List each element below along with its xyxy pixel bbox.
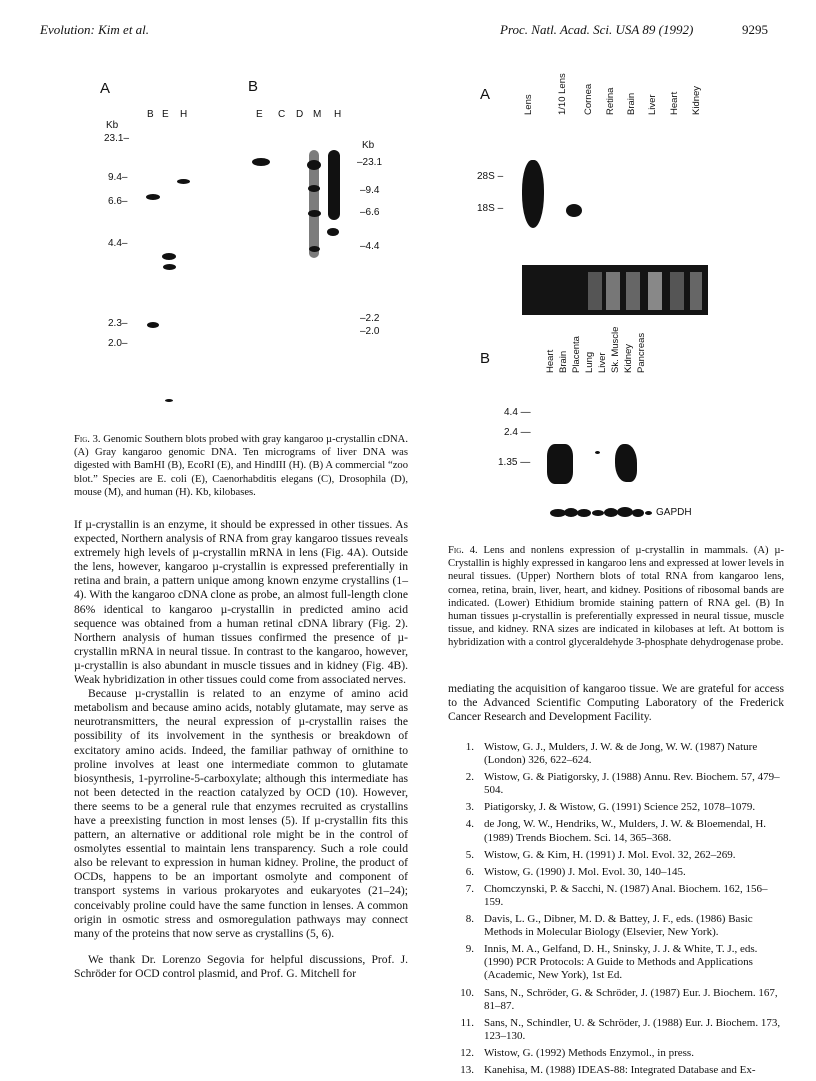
blot-band <box>564 508 578 517</box>
gel-lane <box>670 272 684 310</box>
fig4-28s-label: 28S – <box>477 171 504 182</box>
fig3-caption <box>74 433 408 499</box>
running-header-left: Evolution: Kim et al. <box>40 22 150 37</box>
reference-text: Sans, N., Schröder, G. & Schröder, J. (1987) Eur. J. Biochem. 167, 81–87. <box>484 986 778 1012</box>
fig3-lane-b-E: E <box>256 109 263 120</box>
reference-item <box>448 1017 784 1043</box>
reference-number: 6. <box>465 865 474 878</box>
reference-text: Piatigorsky, J. & Wistow, G. (1991) Science 252, 1078–1079. <box>484 801 756 814</box>
reference-number: 9. <box>465 943 474 956</box>
fig4-lane-b: Brain <box>558 350 569 373</box>
reference-number: 13. <box>460 1063 474 1076</box>
gel-lane <box>648 272 662 310</box>
fig3-lane-b-M: M <box>313 109 322 120</box>
fig3-lane-b-H: H <box>334 109 342 120</box>
blot-band <box>645 511 652 515</box>
fig4-caption-lead: Fig. 4. <box>448 545 478 556</box>
left-column-body <box>74 518 408 981</box>
fig3-marker-left: 2.3– <box>108 318 128 329</box>
blot-band <box>308 185 320 192</box>
gapdh-label: GAPDH <box>656 507 692 518</box>
blot-band <box>547 444 573 484</box>
fig3-caption-text: Genomic Southern blots probed with gray kangaroo µ-crystallin cDNA. (A) Gray kangaroo genomic DNA. Ten micrograms of liver DNA was digested with BamHI (B), EcoRI (E), and HindIII (H). (B) A commercial “zoo blot.” Species are E. coli (E), Caenorhabditis elegans (C), Drosophila (D), mouse (M), and human (H). Kb, kilobases. <box>74 434 408 498</box>
fig3-marker-left: 9.4– <box>108 172 128 183</box>
blot-band <box>177 179 190 184</box>
reference-text: Innis, M. A., Gelfand, D. H., Sninsky, J. J. & White, T. J., eds. (1990) PCR Protocols: A Guide to Methods and Applications (Academic, New York), 1st Ed. <box>484 943 758 982</box>
blot-band <box>617 507 633 517</box>
blot-band <box>632 509 644 517</box>
reference-number: 10. <box>460 986 474 999</box>
reference-text: Wistow, G. & Piatigorsky, J. (1988) Annu. Rev. Biochem. 57, 479–504. <box>484 771 780 797</box>
fig4-lane-a: Cornea <box>583 83 594 115</box>
reference-item <box>448 866 784 879</box>
fig3-marker-right: –6.6 <box>360 207 380 218</box>
reference-text: de Jong, W. W., Hendriks, W., Mulders, J. W. & Bloemendal, H. (1989) Trends Biochem. Sci. 14, 365–368. <box>484 818 767 844</box>
reference-number: 7. <box>465 882 474 895</box>
fig4-caption-text: Lens and nonlens expression of µ-crystallin in mammals. (A) µ-Crystallin is highly expressed in kangaroo lens and expressed at lower levels in neural tissues. (Upper) Northern blots of total RNA from kangaroo lens, cornea, retina, brain, liver, heart, and kidney. Positions of ribosomal bands are indicated. (Lower) Ethidium bromide staining pattern of RNA gel. (B) In human tissues µ-crystallin is preferentially expressed in neural tissue, muscle tissue, and kidney. RNA sizes are indicated in kilobases at left. At bottom is hybridization with a control glyceraldehyde 3-phosphate dehydrogenase probe. <box>448 545 784 649</box>
blot-band <box>522 160 544 228</box>
blot-band <box>252 158 270 166</box>
reference-number: 2. <box>465 771 474 784</box>
blot-band <box>146 194 160 200</box>
fig4-lane-a: Heart <box>669 91 680 115</box>
fig4-lane-b: Sk. Muscle <box>610 326 621 373</box>
reference-text: Davis, L. G., Dibner, M. D. & Battey, J. F., eds. (1986) Basic Methods in Molecular Biology (Elsevier, New York). <box>484 913 753 939</box>
fig4-lane-a: 1/10 Lens <box>557 73 568 115</box>
fig4-18s-label: 18S – <box>477 203 504 214</box>
fig3-marker-left: 23.1– <box>104 133 130 144</box>
fig4-lane-a: Kidney <box>691 85 702 115</box>
fig3-marker-left: 6.6– <box>108 196 128 207</box>
body-paragraph: If µ-crystallin is an enzyme, it should be expressed in other tissues. As expected, Northern analysis of RNA from gray kangaroo tissues reveals extremely high levels of µ-crystallin mRNA in lens (Fig. 4A). Outside the lens, however, kangaroo µ-crystallin is expressed preferentially in retina and brain, a pattern unique among known enzyme crystallins (1–4). With the kangaroo cDNA clone as probe, an almost full-length clone 86% identical to kangaroo µ-crystallin in predicted amino acid sequence was obtained from a human retinal cDNA library (Fig. 2). Northern analysis of human tissues confirmed the presence of µ-crystallin mRNA in neural tissue. In contrast to the kangaroo, however, µ-crystallin is also abundant in muscle tissues and in kidney (Fig. 4B). Weak hybridization in other tissues could come from associated nerves. <box>74 518 408 687</box>
reference-item <box>448 1047 784 1060</box>
fig3-marker-right: –9.4 <box>360 185 380 196</box>
fig3-lane-a-H: H <box>180 109 188 120</box>
acknowledgments-continued: mediating the acquisition of kangaroo tissue. We are grateful for access to the Advanced Scientific Computing Laboratory of the Frederick Cancer Research and Development Facility. <box>448 682 784 724</box>
reference-item <box>448 987 784 1013</box>
reference-item <box>448 943 784 982</box>
fig4-lane-b: Lung <box>584 351 595 373</box>
reference-text: Sans, N., Schindler, U. & Schröder, J. (1988) Eur. J. Biochem. 173, 123–130. <box>484 1016 781 1042</box>
body-paragraph: Because µ-crystallin is related to an enzyme of amino acid metabolism and because amino acids, notably glutamate, may serve as neurotransmitters, the neural expression of µ-crystallin raises the possibility of its involvement in the synthesis or breakdown of excitatory amino acids. Indeed, the familiar pathway of ornithine to proline involves at least one intermediate common to glutamate biosynthesis, 1-pyrroline-5-carboxylate; although this intermediate has not been detected in the reaction catalyzed by OCD (10). However, there seems to be a general rule that enzymes recruited as crystallins have a preexisting function in most lenses (5). If µ-crystallin fits this pattern, an alternative or additional role might be in the control of osmolytes essential to maintain lens transparency. Such a role could also be relevant to expression in human kidney. Proline, the product of OCDs, happens to be an important osmolyte and component of transport systems in various prokaryotes and eukaryotes (21–24); conceivably proline could have the same function in lenses. A common origin in osmotic stress and osmoregulation pathways may connect many of the proteins that now serve as crystallins (5, 6). <box>74 687 408 940</box>
blot-band <box>595 451 600 454</box>
reference-number: 1. <box>465 741 474 753</box>
reference-item <box>448 801 784 814</box>
fig3-marker-right: –23.1 <box>357 157 383 168</box>
reference-item <box>448 1064 784 1077</box>
fig3-lane-a-E: E <box>162 109 169 120</box>
blot-band <box>147 322 159 328</box>
fig4-panel-b-label: B <box>480 350 491 367</box>
blot-band <box>577 509 591 517</box>
fig4-lane-a: Brain <box>626 92 637 115</box>
blot-band <box>307 160 321 170</box>
fig4-lane-a: Retina <box>605 87 616 115</box>
fig4-panel-a-label: A <box>480 86 491 103</box>
fig4-marker: 2.4 — <box>504 427 531 438</box>
blot-band <box>163 264 176 270</box>
fig4-lane-a: Lens <box>523 94 534 115</box>
journal-citation: Proc. Natl. Acad. Sci. USA 89 (1992) <box>500 22 694 37</box>
fig4-lane-b: Liver <box>597 352 608 373</box>
acknowledgments: We thank Dr. Lorenzo Segovia for helpful discussions, Prof. J. Schröder for OCD control plasmid, and Prof. G. Mitchell for <box>74 952 408 980</box>
reference-text: Kanehisa, M. (1988) IDEAS-88: Integrated Database and Ex- <box>484 1063 756 1076</box>
blot-band <box>308 210 321 217</box>
blot-band <box>327 228 339 236</box>
reference-item <box>448 849 784 862</box>
fig3-lane-a-B: B <box>147 109 154 120</box>
reference-number: 11. <box>460 1016 474 1029</box>
reference-number: 12. <box>460 1046 474 1059</box>
blot-band <box>604 508 618 517</box>
blot-band <box>162 253 176 260</box>
reference-number: 4. <box>465 818 474 831</box>
gel-lane <box>606 272 620 310</box>
fig4-marker: 1.35 — <box>498 457 531 468</box>
reference-item <box>448 883 784 909</box>
blot-band <box>592 510 604 516</box>
gel-lane <box>626 272 640 310</box>
fig3-marker-right: –4.4 <box>360 241 380 252</box>
fig3-marker-right: –2.0 <box>360 326 380 337</box>
fig3-panel-a-label: A <box>100 80 111 97</box>
gel-lane <box>588 272 602 310</box>
fig3-caption-lead: Fig. 3. <box>74 434 101 445</box>
reference-number: 8. <box>465 913 474 926</box>
fig3-marker-left: 2.0– <box>108 338 128 349</box>
blot-band <box>165 399 173 402</box>
reference-text: Wistow, G. (1990) J. Mol. Evol. 30, 140–145. <box>484 865 686 878</box>
reference-item <box>448 741 784 767</box>
fig3-kb-label-left: Kb <box>106 120 119 131</box>
reference-number: 3. <box>465 801 474 814</box>
fig4-lane-b: Pancreas <box>636 332 647 373</box>
fig4-lane-b: Heart <box>545 349 556 373</box>
blot-band <box>309 246 320 252</box>
reference-text: Wistow, G. (1992) Methods Enzymol., in press. <box>484 1046 694 1059</box>
fig4-lane-a: Liver <box>647 94 658 115</box>
fig3-marker-right: –2.2 <box>360 313 380 324</box>
reference-text: Wistow, G. J., Mulders, J. W. & de Jong, W. W. (1987) Nature (London) 326, 622–624. <box>484 741 758 767</box>
references-list <box>448 741 784 1081</box>
fig3-lane-b-C: C <box>278 109 286 120</box>
fig3-lane-b-D: D <box>296 109 304 120</box>
reference-number: 5. <box>465 848 474 861</box>
fig3-marker-left: 4.4– <box>108 238 128 249</box>
reference-text: Chomczynski, P. & Sacchi, N. (1987) Anal. Biochem. 162, 156–159. <box>484 882 768 908</box>
figure-4 <box>430 0 816 540</box>
fig4-marker: 4.4 — <box>504 407 531 418</box>
reference-text: Wistow, G. & Kim, H. (1991) J. Mol. Evol. 32, 262–269. <box>484 848 736 861</box>
page-number: 9295 <box>742 22 768 37</box>
blot-band <box>328 150 340 220</box>
fig4-lane-b: Placenta <box>571 336 582 373</box>
fig4-caption <box>448 544 784 650</box>
gel-lane <box>690 272 702 310</box>
blot-band <box>615 444 637 482</box>
fig3-kb-label-right: Kb <box>362 140 375 151</box>
reference-item <box>448 818 784 844</box>
blot-band <box>566 204 582 217</box>
figure-3 <box>0 0 420 430</box>
reference-item <box>448 913 784 939</box>
reference-item <box>448 771 784 797</box>
fig4-lane-b: Kidney <box>623 343 634 373</box>
fig3-panel-b-label: B <box>248 78 259 95</box>
